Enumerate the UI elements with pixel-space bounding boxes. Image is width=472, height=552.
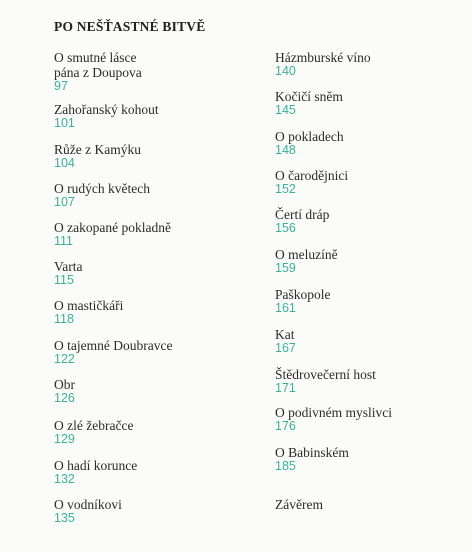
toc-entry-title: Kat <box>275 327 295 342</box>
toc-entry-page: 152 <box>275 182 296 196</box>
toc-entry-title: Štědrovečerní host <box>275 367 376 382</box>
toc-entry <box>54 259 254 287</box>
toc-entry-page: 107 <box>54 195 75 209</box>
toc-entry <box>275 89 472 117</box>
toc-entry <box>54 181 254 209</box>
toc-entry <box>275 207 472 235</box>
toc-entry-title: O tajemné Doubravce <box>54 338 173 353</box>
toc-entry <box>275 168 472 196</box>
toc-entry-title: Zahořanský kohout <box>54 102 159 117</box>
toc-entry-page: 115 <box>54 273 74 287</box>
toc-entry <box>54 298 254 326</box>
toc-entry-title: O meluzíně <box>275 247 338 262</box>
toc-entry <box>54 377 254 405</box>
toc-entry-page: 167 <box>275 341 296 355</box>
toc-entry <box>54 50 254 93</box>
toc-entry-title: O Babinském <box>275 445 349 460</box>
toc-entry-page: 101 <box>54 116 75 130</box>
toc-entry-page: 176 <box>275 419 296 433</box>
toc-entry-title: O rudých květech <box>54 181 150 196</box>
toc-entry-page: 159 <box>275 261 296 275</box>
toc-entry-page: 185 <box>275 459 296 473</box>
toc-entry-title: O pokladech <box>275 129 344 144</box>
toc-entry-page: 171 <box>275 381 296 395</box>
toc-entry-title: Paškopole <box>275 287 331 302</box>
section-heading: PO NEŠŤASTNÉ BITVĚ <box>54 19 206 34</box>
toc-entry-page: 135 <box>54 511 75 525</box>
toc-entry-page: 140 <box>275 64 296 78</box>
toc-entry <box>54 142 254 170</box>
toc-entry-title: O zlé žebračce <box>54 418 134 433</box>
toc-entry-page: 104 <box>54 156 75 170</box>
toc-entry-page: 126 <box>54 391 75 405</box>
toc-entry-title: O čarodějnici <box>275 168 349 183</box>
toc-entry <box>275 129 472 157</box>
toc-entry-title: Kočičí sněm <box>275 89 343 104</box>
toc-entry <box>275 327 472 355</box>
toc-entry-title: O zakopané pokladně <box>54 220 171 235</box>
toc-entry-title: Obr <box>54 377 75 392</box>
toc-entry-page: 132 <box>54 472 75 486</box>
toc-entry <box>275 367 472 395</box>
toc-entry-page: 145 <box>275 103 296 117</box>
toc-entry <box>275 445 472 473</box>
toc-entry <box>54 102 254 130</box>
toc-entry-title: O podivném myslivci <box>275 405 392 420</box>
toc-entry-page: 122 <box>54 352 75 366</box>
toc-entry <box>54 220 254 248</box>
toc-entry <box>275 247 472 275</box>
toc-entry <box>54 338 254 366</box>
toc-entry <box>275 405 472 433</box>
toc-entry-page: 161 <box>275 301 296 315</box>
toc-entry <box>54 497 254 525</box>
toc-entry-title: O vodníkovi <box>54 497 122 512</box>
toc-entry-title: O mastičkáři <box>54 298 124 313</box>
toc-entry-title: O hadí korunce <box>54 458 138 473</box>
toc-entry-title: Házmburské víno <box>275 50 371 65</box>
toc-entry-page: 129 <box>54 432 75 446</box>
toc-entry-page: 148 <box>275 143 296 157</box>
toc-entry-title: Čertí dráp <box>275 207 330 222</box>
toc-entry <box>275 50 472 78</box>
toc-entry <box>275 287 472 315</box>
toc-entry-title: Závěrem <box>275 497 323 512</box>
toc-entry-page: 118 <box>54 312 74 326</box>
toc-entry <box>54 418 254 446</box>
toc-entry-title: Růže z Kamýku <box>54 142 141 157</box>
toc-entry <box>275 497 472 512</box>
toc-entry-page: 97 <box>54 79 68 93</box>
toc-entry-title: O smutné lásce pána z Doupova <box>54 50 142 80</box>
toc-entry-page: 111 <box>54 234 74 248</box>
toc-entry-title: Varta <box>54 259 83 274</box>
toc-entry-page: 156 <box>275 221 296 235</box>
toc-entry <box>54 458 254 486</box>
